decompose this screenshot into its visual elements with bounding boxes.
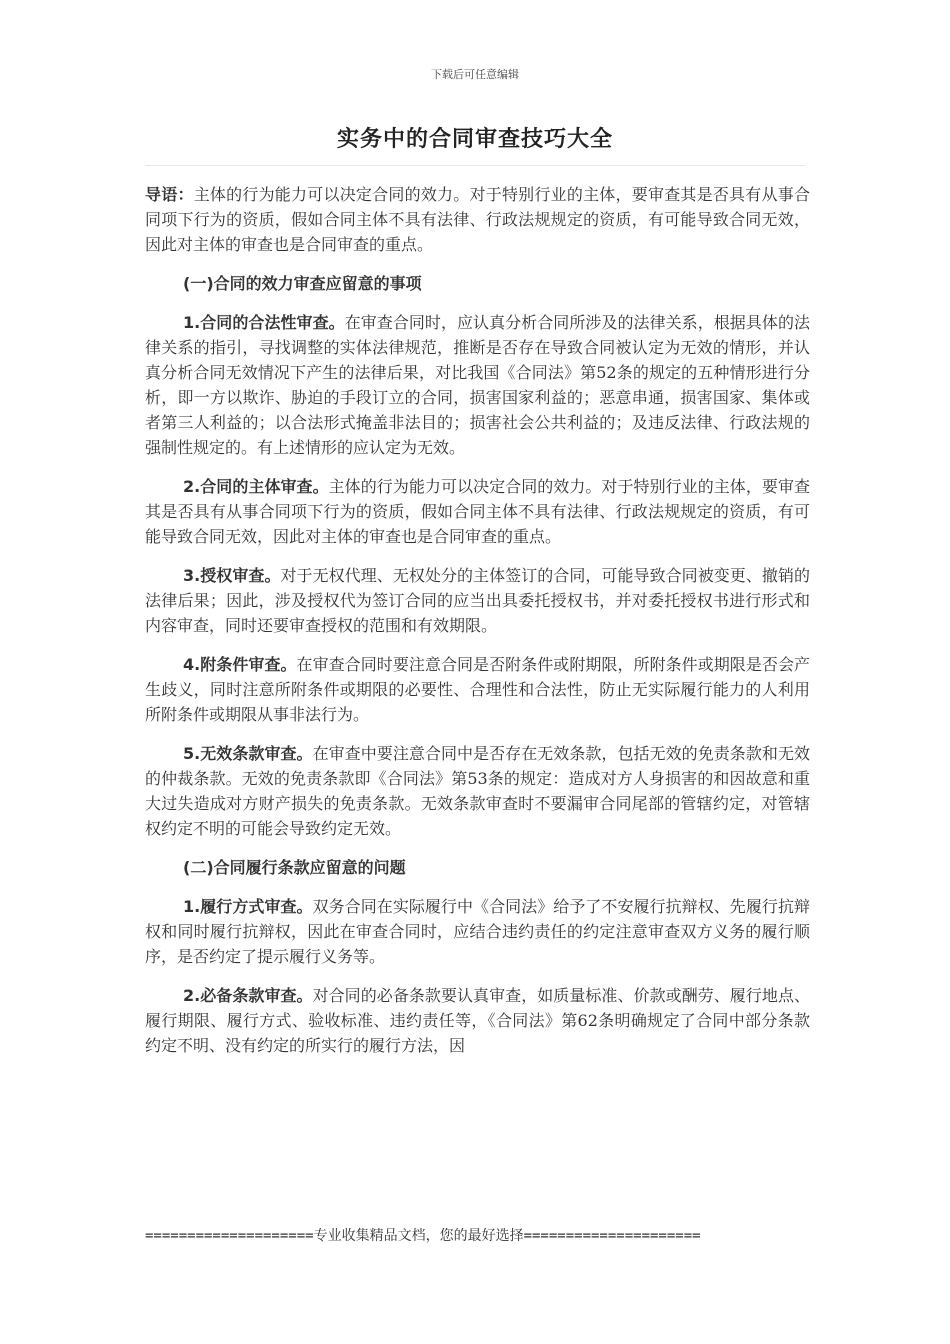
section-heading-2: (二)合同履行条款应留意的问题 [183, 858, 406, 877]
section-heading-1: (一)合同的效力审查应留意的事项 [183, 274, 422, 293]
paragraph-text: 对于无权代理、无权处分的主体签订的合同，可能导致合同被变更、撤销的法律后果；因此，涉及授权代为签订合同的应当出具委托授权书，并对委托授权书进行形式和内容审查，同时还要审查授权的范围和有效期限。 [145, 566, 810, 635]
paragraph-lead: 1.合同的合法性审查。 [183, 313, 345, 332]
paragraph [145, 983, 810, 1058]
intro-text: 主体的行为能力可以决定合同的效力。对于特别行业的主体，要审查其是否具有从事合同项下行为的资质，假如合同主体不具有法律、行政法规规定的资质，有可能导致合同无效，因此对主体的审查也是合同审查的重点。 [145, 185, 810, 254]
header-note: 下载后可任意编辑 [431, 68, 519, 81]
paragraph-lead: 1.履行方式审查。 [183, 897, 313, 916]
paragraph-lead: 2.合同的主体审查。 [183, 477, 329, 496]
paragraph-text: 对合同的必备条款要认真审查，如质量标准、价款或酬劳、履行地点、履行期限、履行方式、验收标准、违约责任等，《合同法》第62条明确规定了合同中部分条款约定不明、没有约定的所实行的履行方法，因 [145, 986, 810, 1055]
paragraph-lead: 2.必备条款审查。 [183, 986, 313, 1005]
paragraph-lead: 4.附条件审查。 [183, 655, 297, 674]
paragraph [145, 474, 810, 549]
intro-paragraph [145, 182, 810, 257]
paragraph-text: 在审查合同时要注意合同是否附条件或附期限，所附条件或期限是否会产生歧义，同时注意所附条件或期限的必要性、合理性和合法性，防止无实际履行能力的人利用所附条件或期限从事非法行为。 [145, 655, 810, 724]
paragraph [145, 310, 810, 460]
title-divider [145, 165, 805, 166]
intro-lead: 导语： [145, 185, 194, 204]
paragraph-text: 双务合同在实际履行中《合同法》给予了不安履行抗辩权、先履行抗辩权和同时履行抗辩权，因此在审查合同时，应结合违约责任的约定注意审查双方义务的履行顺序，是否约定了提示履行义务等。 [145, 897, 810, 966]
paragraph-lead: 3.授权审查。 [183, 566, 281, 585]
paragraph-text: 在审查中要注意合同中是否存在无效条款，包括无效的免责条款和无效的仲裁条款。无效的免责条款即《合同法》第53条的规定：造成对方人身损害的和因故意和重大过失造成对方财产损失的免责条款。无效条款审查时不要漏审合同尾部的管辖约定，对管辖权约定不明的可能会导致约定无效。 [145, 744, 810, 838]
paragraph [145, 894, 810, 969]
page-title: 实务中的合同审查技巧大全 [336, 126, 613, 152]
paragraph-text: 在审查合同时，应认真分析合同所涉及的法律关系，根据具体的法律关系的指引，寻找调整的实体法律规范，推断是否存在导致合同被认定为无效的情形，并认真分析合同无效情况下产生的法律后果，对比我国《合同法》第52条的规定的五种情形进行分析，即一方以欺诈、胁迫的手段订立的合同，损害国家利益的；恶意串通，损害国家、集体或者第三人利益的；以合法形式掩盖非法目的；损害社会公共利益的；及违反法律、行政法规的强制性规定的。有上述情形的应认定为无效。 [145, 313, 810, 457]
paragraph [145, 741, 810, 841]
paragraph-lead: 5.无效条款审查。 [183, 744, 313, 763]
footer-banner: ====================专业收集精品文档，您的最好选择===================== [145, 1228, 701, 1244]
paragraph-text: 主体的行为能力可以决定合同的效力。对于特别行业的主体，要审查其是否具有从事合同项下行为的资质，假如合同主体不具有法律、行政法规规定的资质，有可能导致合同无效，因此对主体的审查也是合同审查的重点。 [145, 477, 810, 546]
paragraph [145, 563, 810, 638]
document-body [145, 182, 810, 1072]
paragraph [145, 652, 810, 727]
